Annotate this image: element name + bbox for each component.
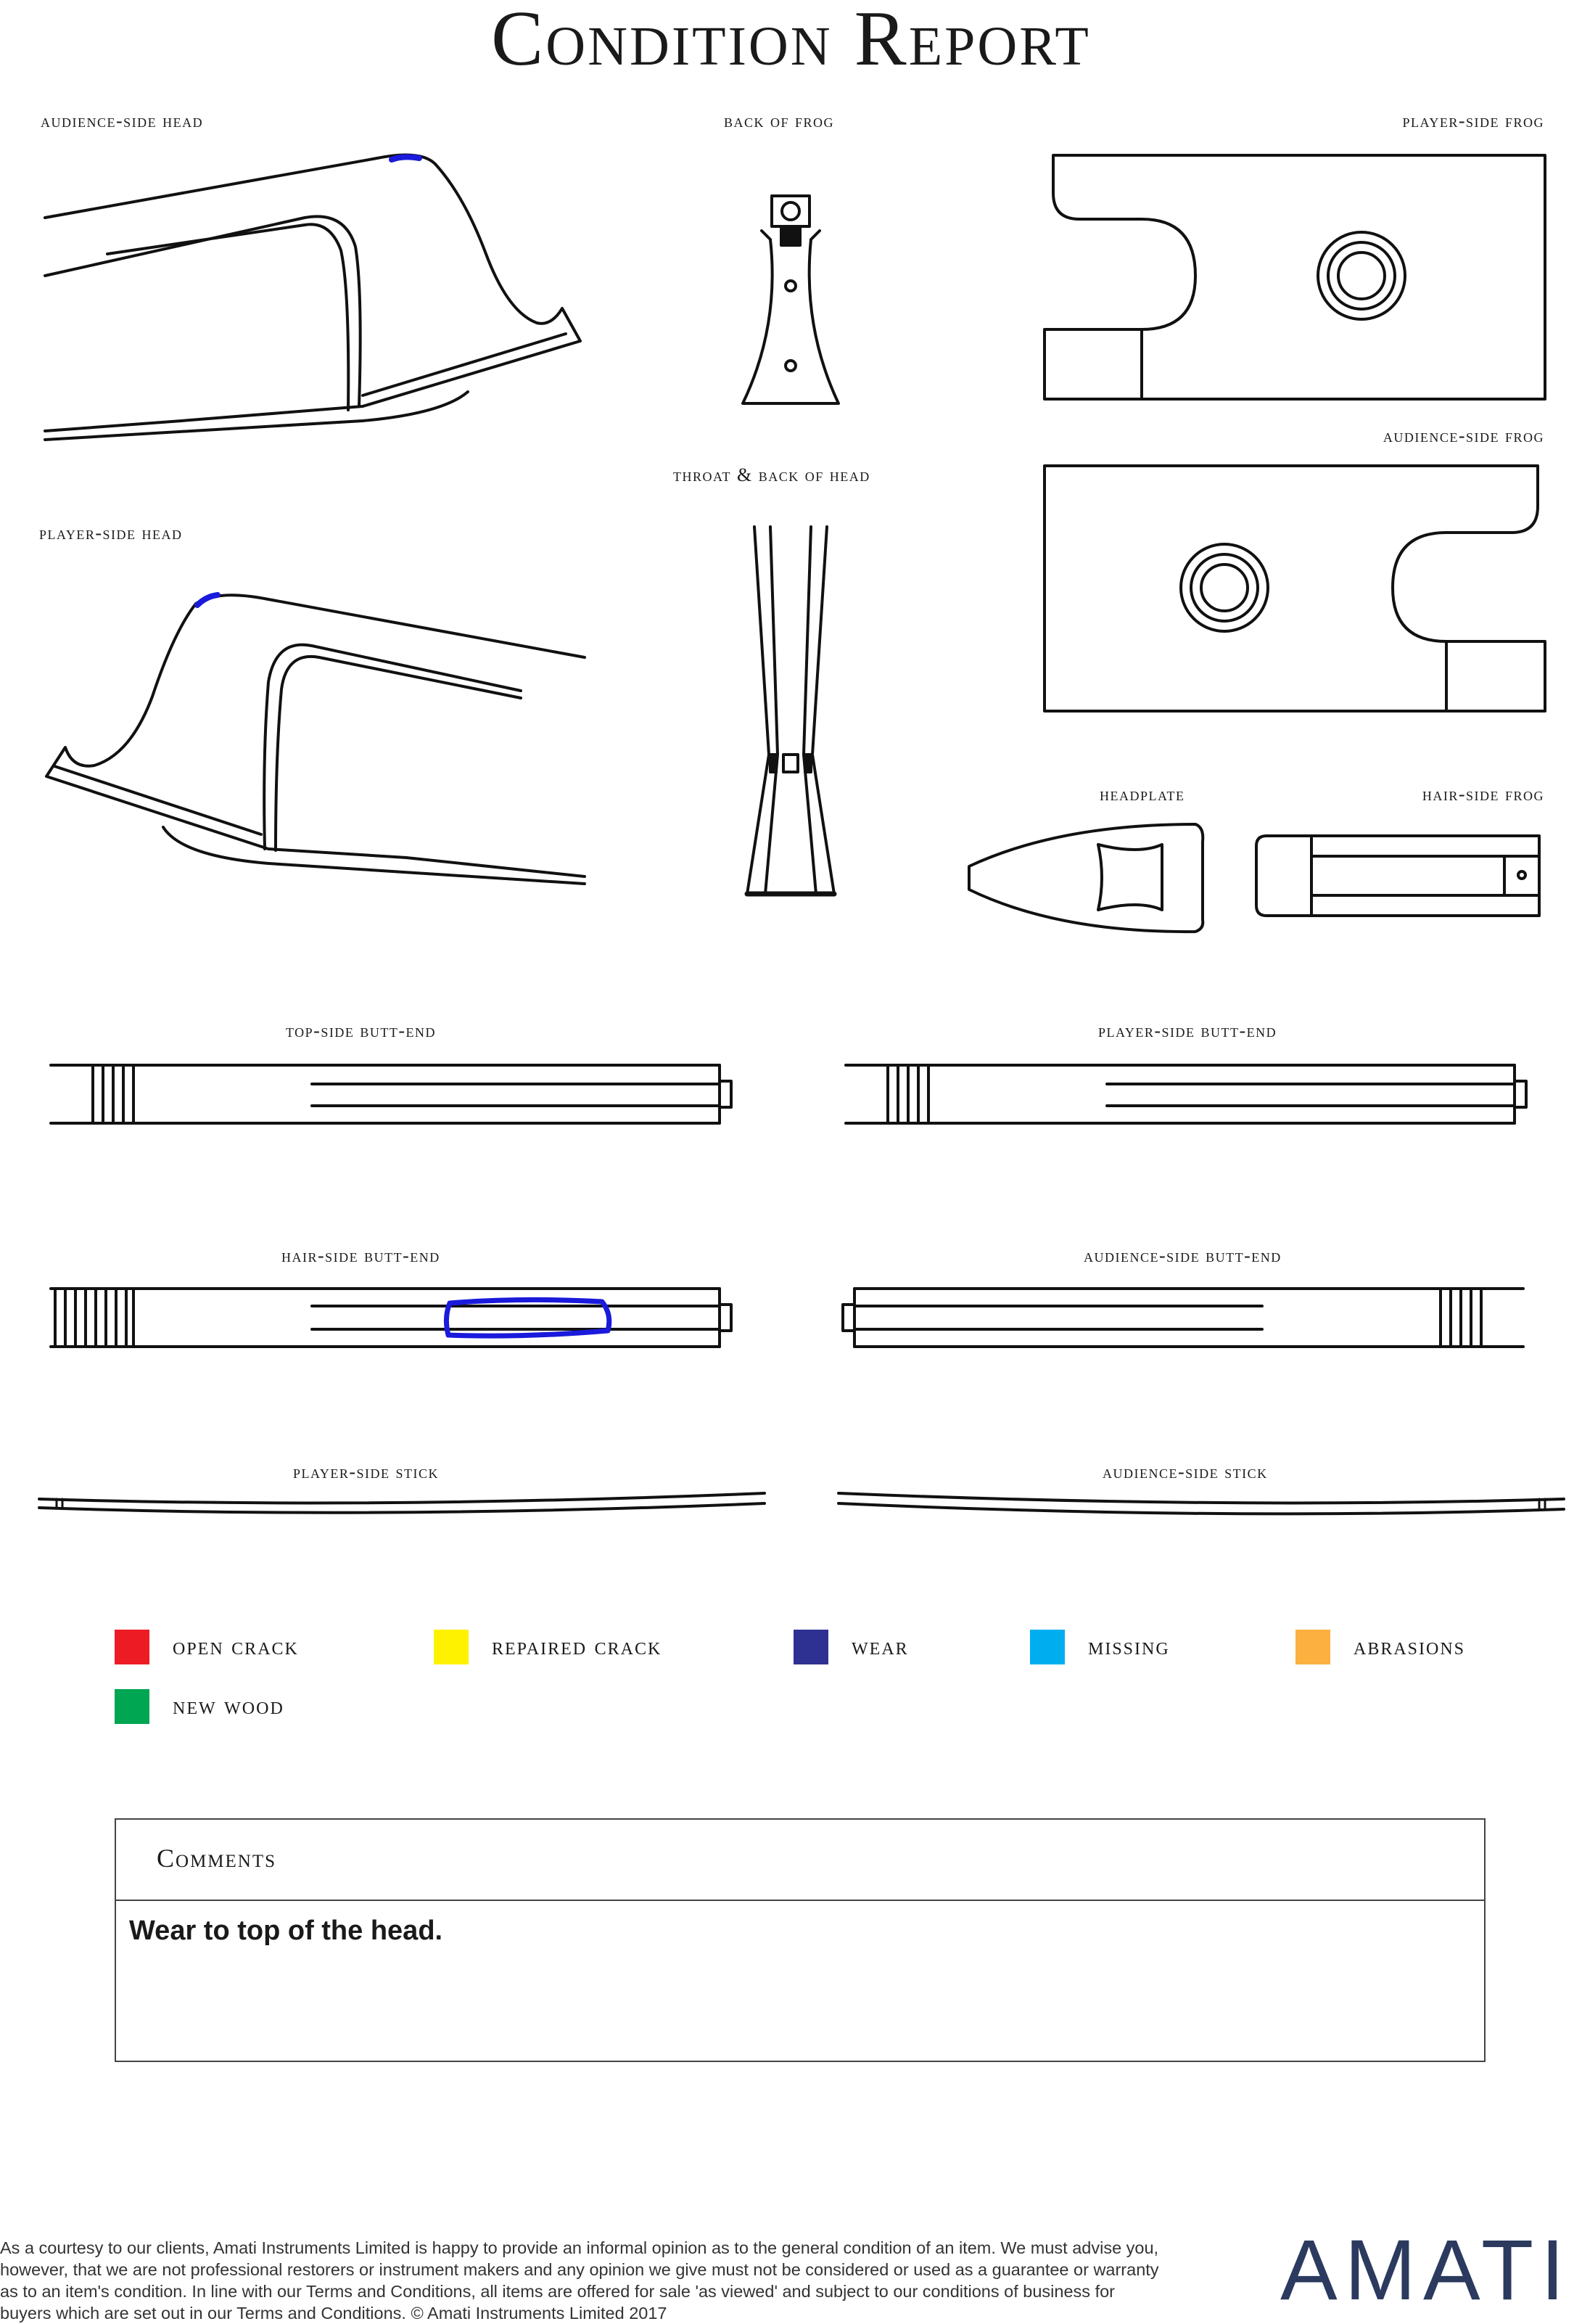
player-side-butt-end-drawing bbox=[846, 1065, 1526, 1123]
label-audience-side-frog: audience-side frog bbox=[1383, 425, 1544, 446]
back-of-frog-drawing bbox=[743, 196, 839, 403]
missing-swatch bbox=[1030, 1630, 1065, 1664]
open-crack-swatch bbox=[115, 1630, 149, 1664]
comments-header bbox=[116, 1820, 1484, 1901]
player-side-stick-drawing bbox=[39, 1493, 765, 1513]
audience-side-butt-end-drawing bbox=[843, 1289, 1523, 1347]
audience-side-frog-drawing bbox=[1045, 466, 1545, 711]
abrasions-swatch bbox=[1295, 1630, 1330, 1664]
label-player-side-frog: player-side frog bbox=[1402, 110, 1544, 131]
audience-side-stick-drawing bbox=[839, 1493, 1564, 1514]
legend-missing: missing bbox=[1030, 1630, 1170, 1664]
label-headplate: headplate bbox=[1100, 784, 1185, 805]
label-hair-side-butt-end: hair-side butt-end bbox=[281, 1245, 440, 1266]
audience-side-head-drawing bbox=[45, 155, 580, 440]
label-audience-side-butt-end: audience-side butt-end bbox=[1084, 1245, 1282, 1266]
wear-swatch bbox=[794, 1630, 828, 1664]
player-side-head-drawing bbox=[46, 595, 585, 884]
page-title: Condition Report bbox=[491, 0, 1091, 82]
legend-wear: wear bbox=[794, 1630, 909, 1664]
label-audience-side-stick: audience-side stick bbox=[1103, 1461, 1268, 1482]
label-player-side-stick: player-side stick bbox=[293, 1461, 440, 1482]
legend-abrasions: abrasions bbox=[1295, 1630, 1465, 1664]
legend-new-wood: new wood bbox=[115, 1689, 284, 1724]
label-back-of-frog: back of frog bbox=[724, 110, 835, 131]
wear-mark bbox=[197, 595, 218, 605]
legend-repaired-crack: repaired crack bbox=[434, 1630, 662, 1664]
label-audience-side-head: audience-side head bbox=[41, 110, 204, 131]
label-hair-side-frog: hair-side frog bbox=[1422, 784, 1544, 805]
wear-mark bbox=[392, 157, 419, 160]
comments-box bbox=[115, 1818, 1486, 2062]
headplate-drawing bbox=[969, 824, 1203, 932]
label-top-side-butt-end: top-side butt-end bbox=[286, 1020, 436, 1041]
throat-drawing bbox=[747, 527, 834, 894]
label-player-side-head: player-side head bbox=[39, 522, 183, 543]
hair-side-butt-end-drawing bbox=[51, 1289, 731, 1347]
disclaimer-text: As a courtesy to our clients, Amati Instruments Limited is happy to provide an informal opinion as to the general condition of an item. We must advise you, however, that we are not professional restorers or instrument makers and any opinion we give must not be considered or used as a guarantee or warranty as to an item's condition. In line with our Terms and Conditions, all items are offered for sale 'as viewed' and subject to our conditions of business for buyers which are set out in our Terms and Conditions. © Amati Instruments Limited 2017 bbox=[0, 2238, 1159, 2323]
legend-open-crack: open crack bbox=[115, 1630, 299, 1664]
repaired-crack-swatch bbox=[434, 1630, 469, 1664]
player-side-frog-drawing bbox=[1045, 155, 1545, 399]
label-player-side-butt-end: player-side butt-end bbox=[1098, 1020, 1277, 1041]
new-wood-swatch bbox=[115, 1689, 149, 1724]
label-throat-back-of-head: throat & back of head bbox=[673, 464, 870, 485]
hair-side-frog-drawing bbox=[1256, 836, 1539, 916]
top-side-butt-end-drawing bbox=[51, 1065, 731, 1123]
amati-logo: AMATI bbox=[1280, 2222, 1572, 2318]
comments-text: Wear to top of the head. bbox=[129, 1916, 443, 1946]
comments-title: Comments bbox=[157, 1844, 277, 1873]
